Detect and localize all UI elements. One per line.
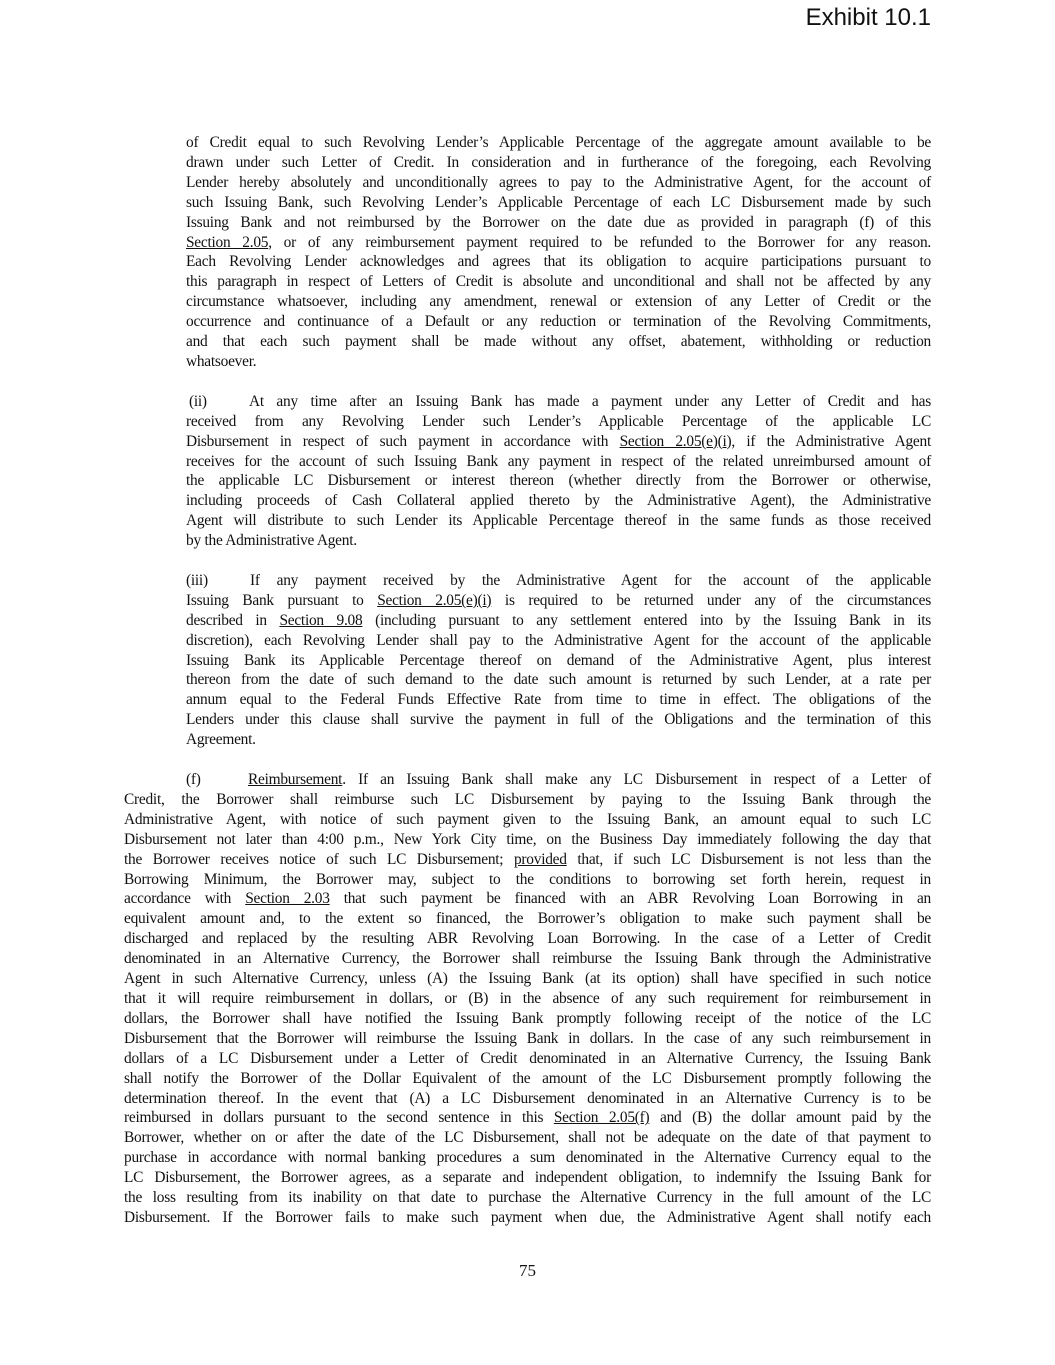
text-segment: and (B) the dollar amount paid by the: [649, 1109, 931, 1127]
text-line: [124, 1168, 931, 1188]
text-line: [186, 153, 931, 173]
text-line: [124, 1208, 931, 1228]
text-line: [186, 491, 931, 511]
page-number: 75: [519, 1261, 536, 1280]
text-segment: dollars, the Borrower shall have notified the Issuing Bank promptly following receipt of the notice of the LC: [124, 1009, 931, 1027]
text-segment: Administrative Agent, with notice of such payment given to the Issuing Bank, an amount equal to such LC: [124, 810, 931, 828]
text-line: [124, 889, 931, 909]
text-segment: Agent will distribute to such Lender its Applicable Percentage thereof in the same funds as those received: [186, 512, 931, 530]
cross-reference: Section 2.05: [186, 233, 269, 251]
cross-reference: Section 2.05(f): [553, 1109, 650, 1127]
text-segment: thereon from the date of such demand to the date such amount is returned by such Lender, at a rate per: [186, 671, 931, 689]
text-segment: , if the Administrative Agent: [731, 432, 931, 450]
text-line: [186, 133, 931, 153]
text-line: [186, 690, 931, 710]
text-segment: denominated in an Alternative Currency, the Borrower shall reimburse the Issuing Bank through the Administrative: [124, 950, 931, 968]
text-segment: of Credit equal to such Revolving Lender’s Applicable Percentage of the aggregate amount available to be: [186, 134, 931, 151]
text-segment: Credit, the Borrower shall reimburse such LC Disbursement by paying to the Issuing Bank through the: [124, 790, 931, 808]
paragraph-label: (ii): [189, 392, 207, 410]
text-line: [124, 1188, 931, 1208]
text-line: [186, 511, 931, 531]
text-segment: received from any Revolving Lender such Lender’s Applicable Percentage of the applicable LC: [186, 412, 931, 430]
cross-reference: Reimbursement: [248, 771, 343, 788]
cross-reference: provided: [513, 850, 567, 868]
text-line: [124, 810, 931, 830]
text-segment: described in: [186, 611, 280, 629]
text-segment: whatsoever.: [186, 352, 257, 370]
text-segment: is required to be returned under any of the circumstances: [491, 591, 931, 609]
text-segment: Disbursement not later than 4:00 p.m., New York City time, on the Business Day immediately following the day that: [124, 830, 931, 848]
text-line: [186, 471, 931, 491]
text-line: [124, 909, 931, 929]
text-segment: including proceeds of Cash Collateral applied thereto by the Administrative Agent), the Administrative: [186, 492, 931, 510]
text-segment: Borrowing Minimum, the Borrower may, subject to the conditions to borrowing set forth herein, request in: [124, 870, 931, 888]
text-line: [186, 292, 931, 312]
text-line: [124, 929, 931, 949]
text-segment: dollars of a LC Disbursement under a Letter of Credit denominated in an Alternative Currency, the Issuing Bank: [124, 1049, 931, 1067]
text-segment: Borrower, whether on or after the date of the LC Disbursement, shall not be adequate on the date of that payment to: [124, 1129, 931, 1147]
text-line: [186, 432, 931, 452]
text-segment: by the Administrative Agent.: [186, 532, 357, 550]
paragraph: [186, 133, 931, 372]
text-line: [186, 651, 931, 671]
paragraph-label: (f): [186, 771, 201, 788]
text-line: [124, 850, 931, 870]
text-segment: such Issuing Bank, such Revolving Lender’s Applicable Percentage of each LC Disbursement made by such: [186, 193, 931, 211]
paragraph: [186, 571, 931, 750]
text-segment: the loss resulting from its inability on that date to purchase the Alternative Currency in the full amount of the LC: [124, 1189, 931, 1207]
paragraph-label: (iii): [186, 571, 208, 589]
text-segment: that such payment be financed with an ABR Revolving Loan Borrowing in an: [329, 890, 931, 908]
text-line: [124, 1128, 931, 1148]
text-line: [124, 989, 931, 1009]
text-line: [124, 870, 931, 890]
text-segment: Issuing Bank and not reimbursed by the Borrower on the date due as provided in paragraph (f) of this: [186, 213, 931, 231]
paragraph: [186, 392, 931, 551]
text-line: [124, 1148, 931, 1168]
text-line: [186, 173, 931, 193]
text-segment: LC Disbursement, the Borrower agrees, as a separate and independent obligation, to indemnify the Issuing Bank for: [124, 1169, 931, 1187]
text-segment: Disbursement that the Borrower will reimburse the Issuing Bank in dollars. In the case of any such reimbursement in: [124, 1029, 931, 1047]
text-segment: At any time after an Issuing Bank has made a payment under any Letter of Credit and has: [249, 392, 931, 410]
text-line: [186, 452, 931, 472]
text-segment: annum equal to the Federal Funds Effective Rate from time to time in effect. The obligations of the: [186, 691, 931, 709]
text-segment: occurrence and continuance of a Default or any reduction or termination of the Revolving Commitments,: [186, 313, 931, 331]
text-line: [186, 611, 931, 631]
text-segment: (including pursuant to any settlement entered into by the Issuing Bank in its: [362, 611, 931, 629]
text-line: [186, 392, 931, 412]
text-line: [186, 531, 931, 551]
cross-reference: Section 2.05(e)(i): [619, 432, 732, 450]
text-line: [124, 770, 931, 790]
text-segment: Lenders under this clause shall survive the payment in full of the Obligations and the termination of this: [186, 711, 931, 729]
text-line: [124, 790, 931, 810]
text-segment: Agent in such Alternative Currency, unless (A) the Issuing Bank (at its option) shall have specified in such notice: [124, 970, 931, 988]
text-line: [186, 213, 931, 233]
text-line: [186, 352, 931, 372]
text-segment: the applicable LC Disbursement or interest thereon (whether directly from the Borrower or otherwise,: [186, 472, 931, 490]
text-line: [186, 252, 931, 272]
text-segment: Disbursement. If the Borrower fails to make such payment when due, the Administrative Agent shall notify each: [124, 1208, 931, 1226]
text-line: [186, 233, 931, 253]
text-segment: shall notify the Borrower of the Dollar Equivalent of the amount of the LC Disbursement promptly following the: [124, 1069, 931, 1087]
text-segment: Agreement.: [186, 731, 256, 749]
text-segment: discharged and replaced by the resulting ABR Revolving Loan Borrowing. In the case of a Letter of Credit: [124, 930, 931, 948]
text-line: [186, 312, 931, 332]
text-segment: reimbursed in dollars pursuant to the second sentence in this: [124, 1109, 554, 1127]
text-segment: purchase in accordance with normal banking procedures a sum denominated in the Alternative Currency equal to the: [124, 1149, 931, 1167]
text-line: [124, 830, 931, 850]
text-line: [186, 272, 931, 292]
text-line: [124, 1108, 931, 1128]
text-line: [186, 332, 931, 352]
text-segment: . If an Issuing Bank shall make any LC Disbursement in respect of a Letter of: [342, 771, 931, 788]
text-line: [124, 1009, 931, 1029]
text-line: [186, 412, 931, 432]
text-line: [186, 670, 931, 690]
text-segment: that, if such LC Disbursement is not less than the: [566, 850, 931, 868]
exhibit-label: Exhibit 10.1: [805, 4, 931, 31]
text-line: [124, 969, 931, 989]
text-line: [124, 1089, 931, 1109]
text-segment: drawn under such Letter of Credit. In consideration and in furtherance of the foregoing, each Revolving: [186, 153, 931, 171]
paragraph: [124, 770, 931, 1228]
text-segment: Lender hereby absolutely and unconditionally agrees to pay to the Administrative Agent, for the account of: [186, 173, 931, 191]
text-line: [186, 193, 931, 213]
text-line: [124, 949, 931, 969]
text-line: [186, 571, 931, 591]
text-line: [186, 631, 931, 651]
text-line: [124, 1049, 931, 1069]
text-segment: equivalent amount and, to the extent so financed, the Borrower’s obligation to make such payment shall be: [124, 910, 931, 928]
text-segment: Disbursement in respect of such payment in accordance with: [186, 432, 620, 450]
text-line: [186, 730, 931, 750]
text-segment: that it will require reimbursement in dollars, or (B) in the absence of any such requirement for reimbursement in: [124, 989, 931, 1007]
text-segment: If any payment received by the Administrative Agent for the account of the applicable: [250, 571, 931, 589]
text-segment: this paragraph in respect of Letters of Credit is absolute and unconditional and shall not be affected by any: [186, 273, 931, 291]
cross-reference: Section 9.08: [279, 611, 363, 629]
text-segment: discretion), each Revolving Lender shall pay to the Administrative Agent for the account of the applicable: [186, 631, 931, 649]
text-line: [186, 710, 931, 730]
text-segment: receives for the account of such Issuing Bank any payment in respect of the related unreimbursed amount of: [186, 452, 931, 470]
text-segment: accordance with: [124, 890, 246, 908]
text-segment: determination thereof. In the event that (A) a LC Disbursement denominated in an Alternative Currency is to be: [124, 1089, 931, 1107]
text-segment: and that each such payment shall be made without any offset, abatement, withholding or reduction: [186, 333, 931, 351]
cross-reference: Section 2.05(e)(i): [377, 591, 492, 609]
text-segment: circumstance whatsoever, including any amendment, renewal or extension of any Letter of Credit or the: [186, 293, 931, 311]
text-segment: the Borrower receives notice of such LC Disbursement;: [124, 850, 514, 868]
text-segment: Each Revolving Lender acknowledges and agrees that its obligation to acquire participations pursuant to: [186, 253, 931, 271]
text-line: [186, 591, 931, 611]
text-line: [124, 1029, 931, 1049]
text-segment: , or of any reimbursement payment required to be refunded to the Borrower for any reason.: [268, 233, 931, 251]
text-line: [124, 1069, 931, 1089]
text-segment: Issuing Bank its Applicable Percentage thereof on demand of the Administrative Agent, plus interest: [186, 651, 931, 669]
cross-reference: Section 2.03: [245, 890, 330, 908]
document-body: [124, 133, 931, 1248]
text-segment: Issuing Bank pursuant to: [186, 591, 378, 609]
